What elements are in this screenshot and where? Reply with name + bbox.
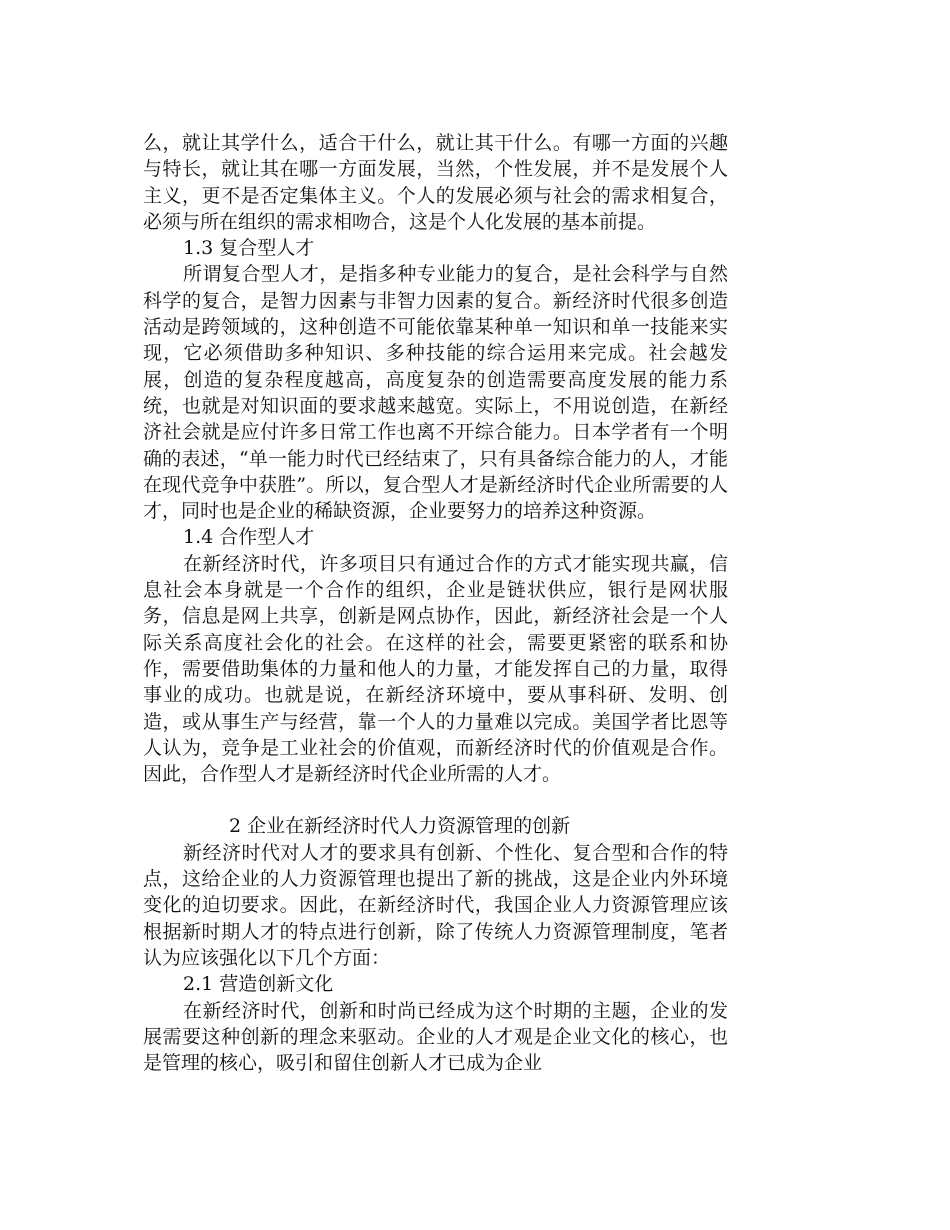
subheading-2-1: 2.1 营造创新文化 — [183, 973, 334, 996]
paragraph-innovation-culture: 在新经济时代，创新和时尚已经成为这个时期的主题，企业的发展需要这种创新的理念来驱动。企业的人才观是企业文化的核心，也是管理的核心，吸引和留住创新人才已成为企业 — [143, 999, 728, 1075]
subheading-1-4: 1.4 合作型人才 — [183, 526, 315, 549]
paragraph-continuation: 么，就让其学什么，适合干什么，就让其干什么。有哪一方面的兴趣与特长，就让其在哪一方面发展，当然，个性发展，并不是发展个人主义，更不是否定集体主义。个人的发展必须与社会的需求相复合，必须与所在组织的需求相吻合，这是个人化发展的基本前提。 — [143, 132, 728, 233]
paragraph-hr-innovation: 新经济时代对人才的要求具有创新、个性化、复合型和合作的特点，这给企业的人力资源管理也提出了新的挑战，这是企业内外环境变化的迫切要求。因此，在新经济时代，我国企业人力资源管理应该根据新时期人才的特点进行创新，除了传统人力资源管理制度，笔者认为应该强化以下几个方面： — [143, 841, 728, 969]
paragraph-cooperative-talent: 在新经济时代，许多项目只有通过合作的方式才能实现共赢，信息社会本身就是一个合作的组织，企业是链状供应，银行是网状服务，信息是网上共享，创新是网点协作，因此，新经济社会是一个人际关系高度社会化的社会。在这样的社会，需要更紧密的联系和协作，需要借助集体的力量和他人的力量，才能发挥自己的力量，取得事业的成功。也就是说，在新经济环境中，要从事科研、发明、创造，或从事生产与经营，靠一个人的力量难以完成。美国学者比恩等人认为，竞争是工业社会的价值观，而新经济时代的价值观是合作。因此，合作型人才是新经济时代企业所需的人才。 — [143, 552, 728, 786]
section-heading-2: 2 企业在新经济时代人力资源管理的创新 — [229, 815, 571, 838]
subheading-1-3: 1.3 复合型人才 — [183, 237, 315, 260]
document-body — [143, 130, 728, 1076]
paragraph-compound-talent: 所谓复合型人才，是指多种专业能力的复合，是社会科学与自然科学的复合，是智力因素与非智力因素的复合。新经济时代很多创造活动是跨领域的，这种创造不可能依靠某种单一知识和单一技能来实现，它必须借助多种知识、多种技能的综合运用来完成。社会越发展，创造的复杂程度越高，高度复杂的创造需要高度发展的能力系统，也就是对知识面的要求越来越宽。实际上，不用说创造，在新经济社会就是应付许多日常工作也离不开综合能力。日本学者有一个明确的表述，“单一能力时代已经结束了，只有具备综合能力的人，才能在现代竞争中获胜”。所以，复合型人才是新经济时代企业所需要的人才，同时也是企业的稀缺资源，企业要努力的培养这种资源。 — [143, 263, 728, 523]
